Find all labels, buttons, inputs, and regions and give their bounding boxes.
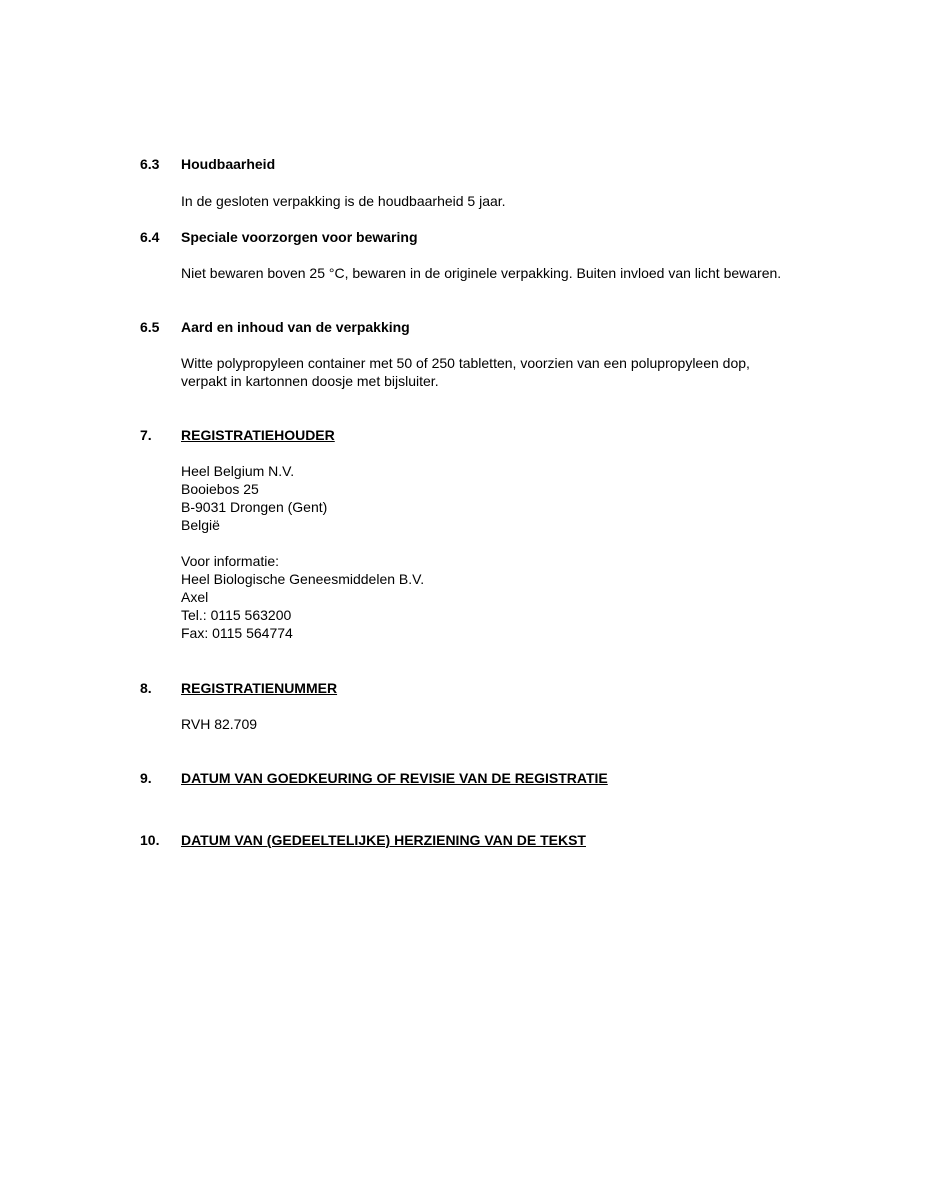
address-line: Booiebos 25: [181, 481, 259, 497]
address-line: België: [181, 517, 220, 533]
section-title-datum-goedkeuring: DATUM VAN GOEDKEURING OF REVISIE VAN DE REGISTRATIE: [181, 770, 608, 786]
section-number-6-5: 6.5: [140, 319, 160, 335]
section-title-datum-herziening: DATUM VAN (GEDEELTELIJKE) HERZIENING VAN DE TEKST: [181, 832, 586, 848]
section-number-7: 7.: [140, 427, 152, 443]
info-line: Axel: [181, 589, 209, 605]
section-text-houdbaarheid: In de gesloten verpakking is de houdbaarheid 5 jaar.: [181, 193, 506, 209]
section-text-verpakking: Witte polypropyleen container met 50 of 250 tabletten, voorzien van een polupropyleen dop, verpakt in kartonnen doosje met bijsluiter.: [181, 355, 750, 389]
section-number-6-3: 6.3: [140, 156, 160, 172]
section-number-8: 8.: [140, 680, 152, 696]
info-line: Heel Biologische Geneesmiddelen B.V.: [181, 571, 425, 587]
info-line: Fax: 0115 564774: [181, 625, 293, 641]
info-line: Voor informatie:: [181, 553, 280, 569]
section-number-9: 9.: [140, 770, 152, 786]
section-title-registratienummer: REGISTRATIENUMMER: [181, 680, 338, 696]
info-line: Tel.: 0115 563200: [181, 607, 292, 623]
section-title-registratiehouder: REGISTRATIEHOUDER: [181, 427, 335, 443]
address-line: B-9031 Drongen (Gent): [181, 499, 328, 515]
section-number-10: 10.: [140, 832, 160, 848]
section-title-houdbaarheid: Houdbaarheid: [181, 156, 276, 172]
address-line: Heel Belgium N.V.: [181, 463, 295, 479]
section-title-verpakking: Aard en inhoud van de verpakking: [181, 319, 410, 335]
holder-address: [181, 462, 327, 534]
contact-info: [181, 552, 424, 642]
section-text-bewaring: Niet bewaren boven 25 °C, bewaren in de originele verpakking. Buiten invloed van licht bewaren.: [181, 265, 782, 281]
registration-number: RVH 82.709: [181, 716, 258, 732]
section-number-6-4: 6.4: [140, 229, 160, 245]
section-title-bewaring: Speciale voorzorgen voor bewaring: [181, 229, 418, 245]
